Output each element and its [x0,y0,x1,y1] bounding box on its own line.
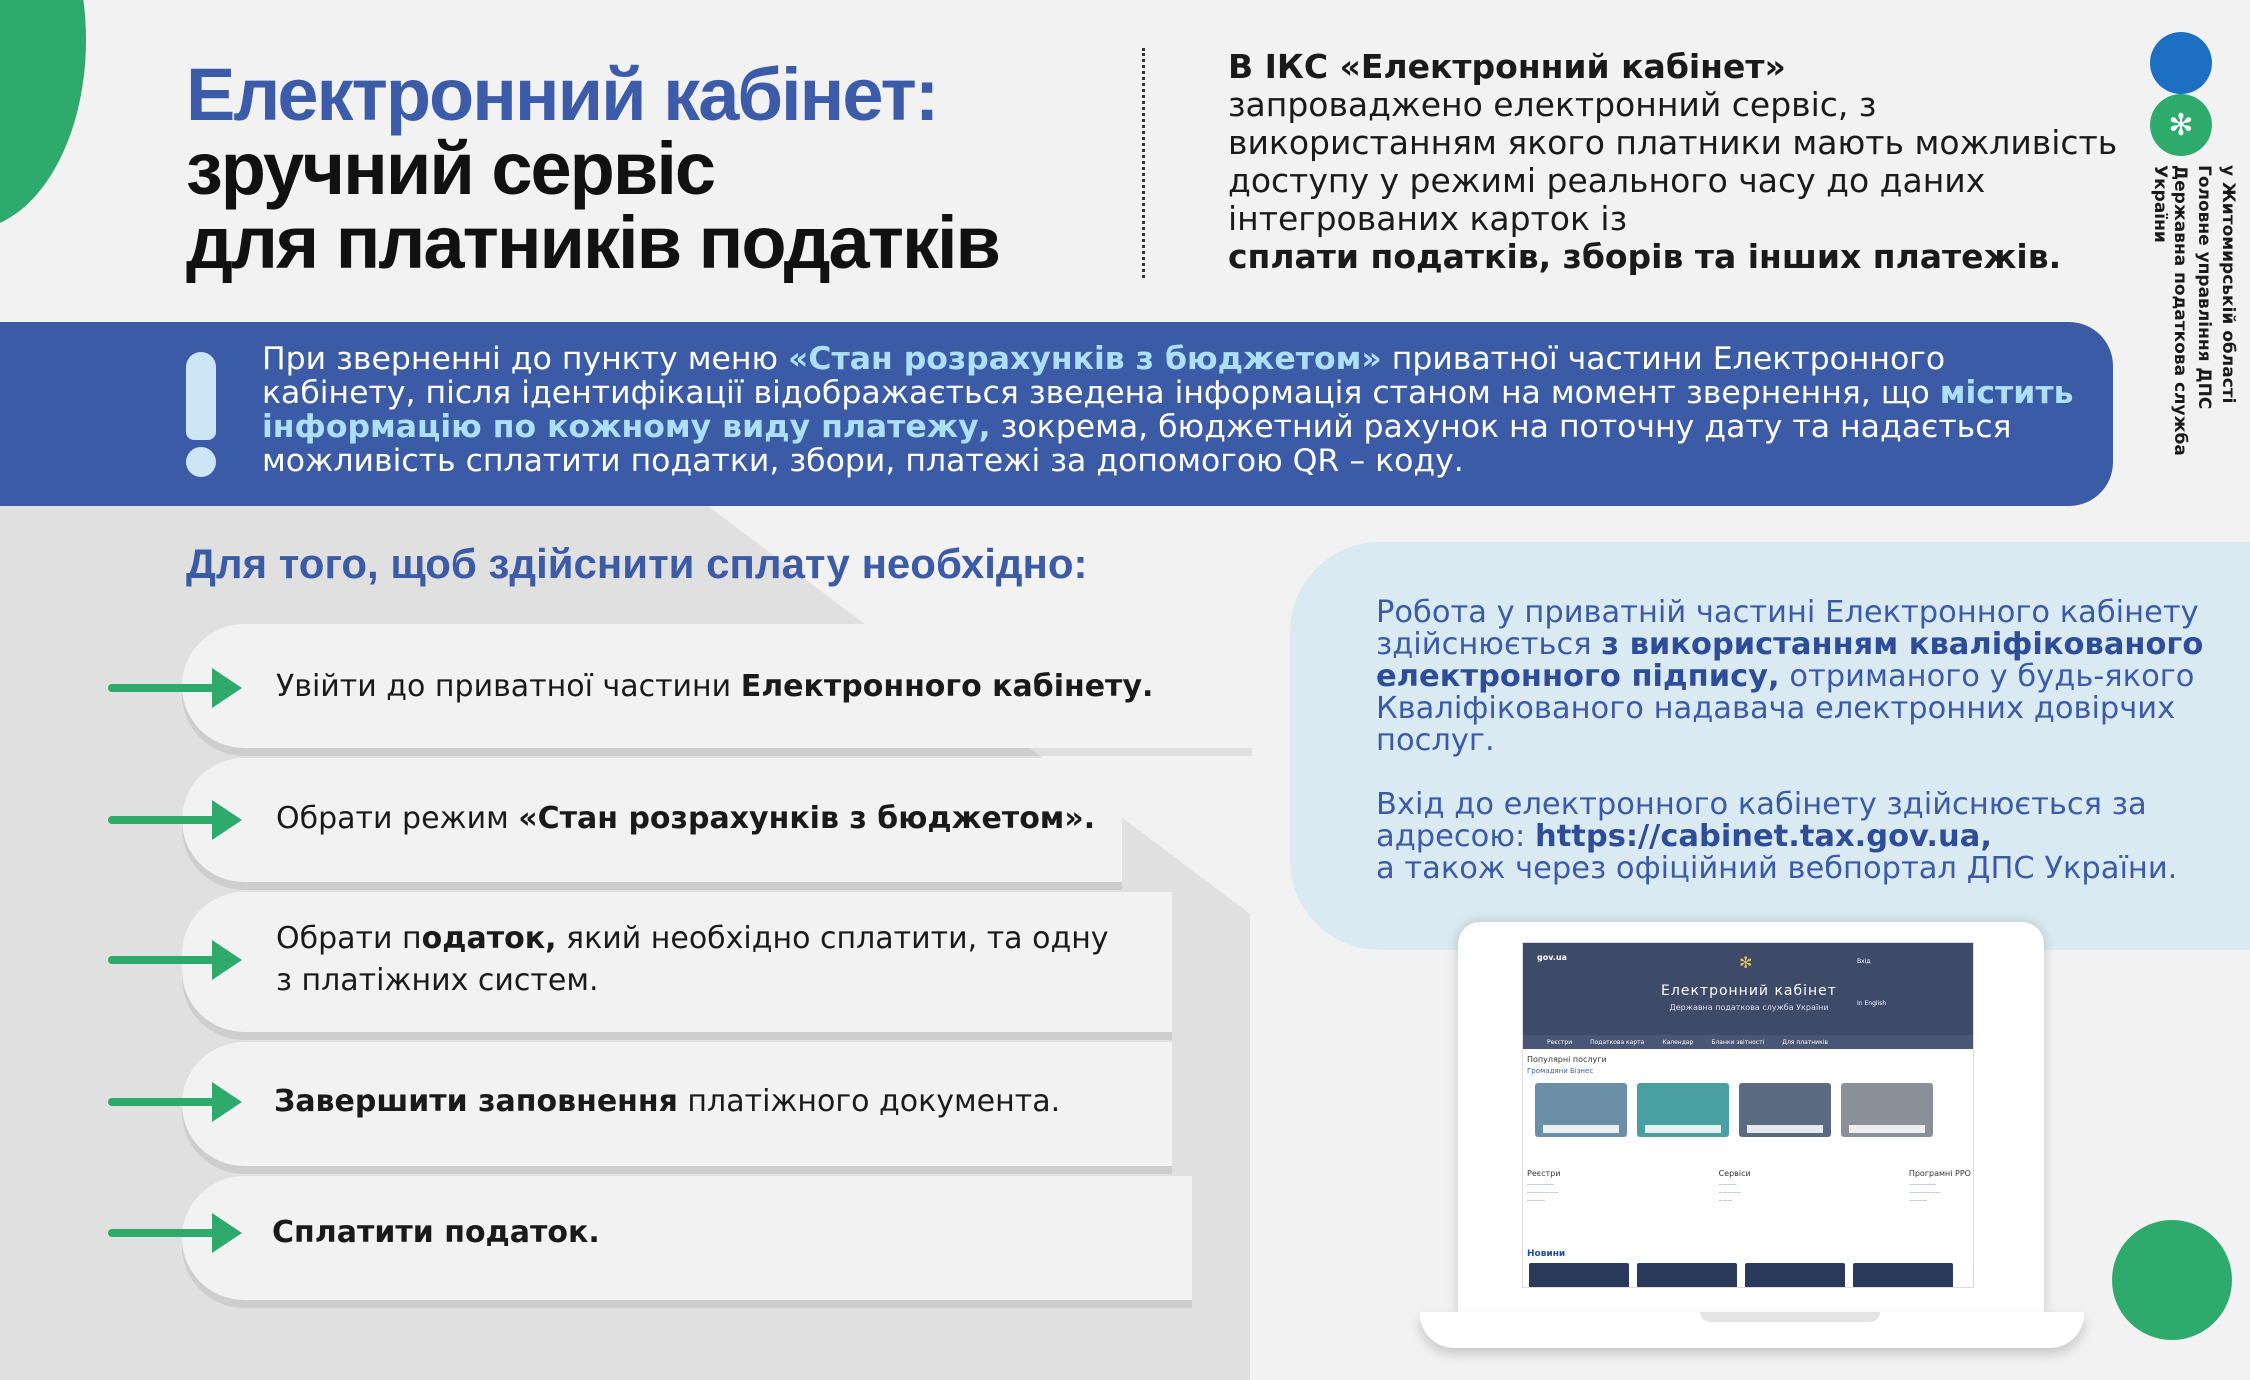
step-5 [272,1212,600,1254]
screen-news-item[interactable] [1745,1263,1845,1288]
intro-tail: сплати податків, зборів та інших платежів. [1228,237,2062,276]
info-p1-a: Робота у приватній частині Електронного кабінету здійснюється [1376,595,2199,662]
step-4-text: платіжного документа. [677,1084,1061,1119]
arrow-right-icon [108,1082,248,1122]
step-4-bold: Завершити заповнення [274,1084,678,1119]
screen-cards [1535,1083,1933,1137]
screen-english[interactable]: In English [1857,1000,1887,1007]
screen-trident-icon: ✻ [1739,953,1753,972]
screen-nav-4[interactable]: Бланки звітності [1711,1038,1765,1046]
title-line-1: Електронний кабінет: [186,53,938,136]
intro-text [1228,48,2128,276]
screen-col-1-title: Реєстри [1527,1169,1561,1178]
step-1 [276,666,1153,708]
banner-text [262,342,2092,478]
screen-col-3-title: Програмні РРО [1908,1169,1971,1178]
arrow-right-icon [108,668,248,708]
screen-popular: Популярні послуги [1527,1055,1607,1064]
screen-col-2-title: Сервіси [1718,1169,1751,1178]
banner-part-3: зокрема, бюджетний рахунок на поточну дату та надається можливість сплатити податки, збори, платежі за допомогою QR – коду. [262,409,2012,479]
banner-highlight-2: містить інформацію по кожному виду платежу, [262,375,2074,445]
screen-right-menu [1857,955,1886,1011]
step-3-text-a: Обрати п [276,921,422,956]
screen-news: Новини [1527,1249,1566,1259]
intro-body: запроваджено електронний сервіс, з використанням якого платники мають можливість доступу у режимі реального часу до даних інтегрованих карток із [1228,85,2118,238]
step-3 [276,918,1109,1002]
intro-lead: В ІКС «Електронний кабінет» [1228,47,1786,86]
cabinet-url-link[interactable]: https://cabinet.tax.gov.ua, [1534,819,1992,854]
screen-title: Електронний кабінет [1661,983,1837,999]
screen-popular-tabs[interactable]: Громадяни Бізнес [1527,1067,1594,1075]
page-title [186,53,1000,284]
screen-nav-2[interactable]: Податкова карта [1590,1038,1645,1046]
exclamation-icon [186,352,216,440]
info-p2-a: Вхід до електронного кабінету здійснюється за адресою: [1376,787,2147,854]
screen-login[interactable]: Вхід [1857,958,1871,965]
arrow-right-icon [108,940,248,980]
step-2-bold: «Стан розрахунків з бюджетом». [518,801,1096,836]
steps-heading: Для того, щоб здійснити сплату необхідно: [186,540,1088,587]
screen-col-rro: Програмні РРО —————— ——————— ———— [1908,1169,1971,1204]
screen-col-services: Сервіси ———— ————— ——— [1718,1169,1751,1204]
agency-line-1: Державна податкова служба України [2150,165,2190,456]
step-3-bold: одаток, [421,921,557,956]
step-2-text: Обрати режим [276,801,519,836]
info-text [1376,597,2236,885]
step-1-bold: Електронного кабінету. [740,669,1154,704]
trident-icon: ✻ [2150,94,2212,156]
laptop-notch [1700,1312,1880,1322]
agency-line-3: у Житомирській області [2218,165,2238,404]
agency-name-vertical [2150,165,2238,495]
step-2 [276,798,1095,840]
title-line-2: зручний сервіс [186,127,715,210]
screen-card[interactable] [1841,1083,1933,1137]
screen-gov-logo: gov.ua [1537,953,1567,962]
vertical-divider [1142,48,1145,278]
screen-news-item[interactable] [1853,1263,1953,1288]
screen-news-row [1529,1263,1953,1288]
info-p1-c: отриманого у будь-якого Кваліфікованого надавача електронних довірчих послуг. [1376,659,2195,758]
screen-card[interactable] [1739,1083,1831,1137]
agency-line-2: Головне управління ДПС [2194,165,2214,410]
screen-subtitle: Державна податкова служба України [1669,1003,1829,1012]
banner-highlight-1: «Стан розрахунків з бюджетом» [787,341,1382,377]
screen-nav-3[interactable]: Календар [1662,1038,1694,1046]
screen-nav-1[interactable]: Реєстри [1547,1038,1573,1046]
decorative-green-circle-bottom [2112,1220,2232,1340]
exclamation-dot-icon [186,447,216,477]
step-5-bold: Сплатити податок. [272,1215,600,1250]
dps-logo-blue-circle [2150,32,2212,94]
screen-columns [1527,1169,1971,1206]
screen-card[interactable] [1637,1083,1729,1137]
screen-nav [1523,1035,1974,1049]
screen-card[interactable] [1535,1083,1627,1137]
screen-news-item[interactable] [1529,1263,1629,1288]
banner-part-2: приватної частини Електронного кабінету, після ідентифікації відображається зведена інформація станом на момент звернення, що [262,341,1946,411]
laptop-screen [1522,942,1974,1288]
banner-part-1: При зверненні до пункту меню [262,341,788,377]
title-line-3: для платників податків [186,201,1000,284]
screen-col-registries: Реєстри —————— ——————— ———— [1527,1169,1561,1204]
screen-nav-5[interactable]: Для платників [1782,1038,1828,1046]
step-4 [274,1081,1060,1123]
step-3-text-d: з платіжних систем. [276,963,599,998]
step-3-text-c: який необхідно сплатити, та одну [556,921,1109,956]
info-p1-bold: з використанням кваліфікованого електронного підпису, [1376,627,2204,694]
info-p2-c: а також через офіційний вебпортал ДПС України. [1376,851,2178,886]
arrow-right-icon [108,1213,248,1253]
decorative-green-circle-top [0,0,86,230]
step-1-text: Увійти до приватної частини [276,669,741,704]
arrow-right-icon [108,800,248,840]
screen-news-item[interactable] [1637,1263,1737,1288]
